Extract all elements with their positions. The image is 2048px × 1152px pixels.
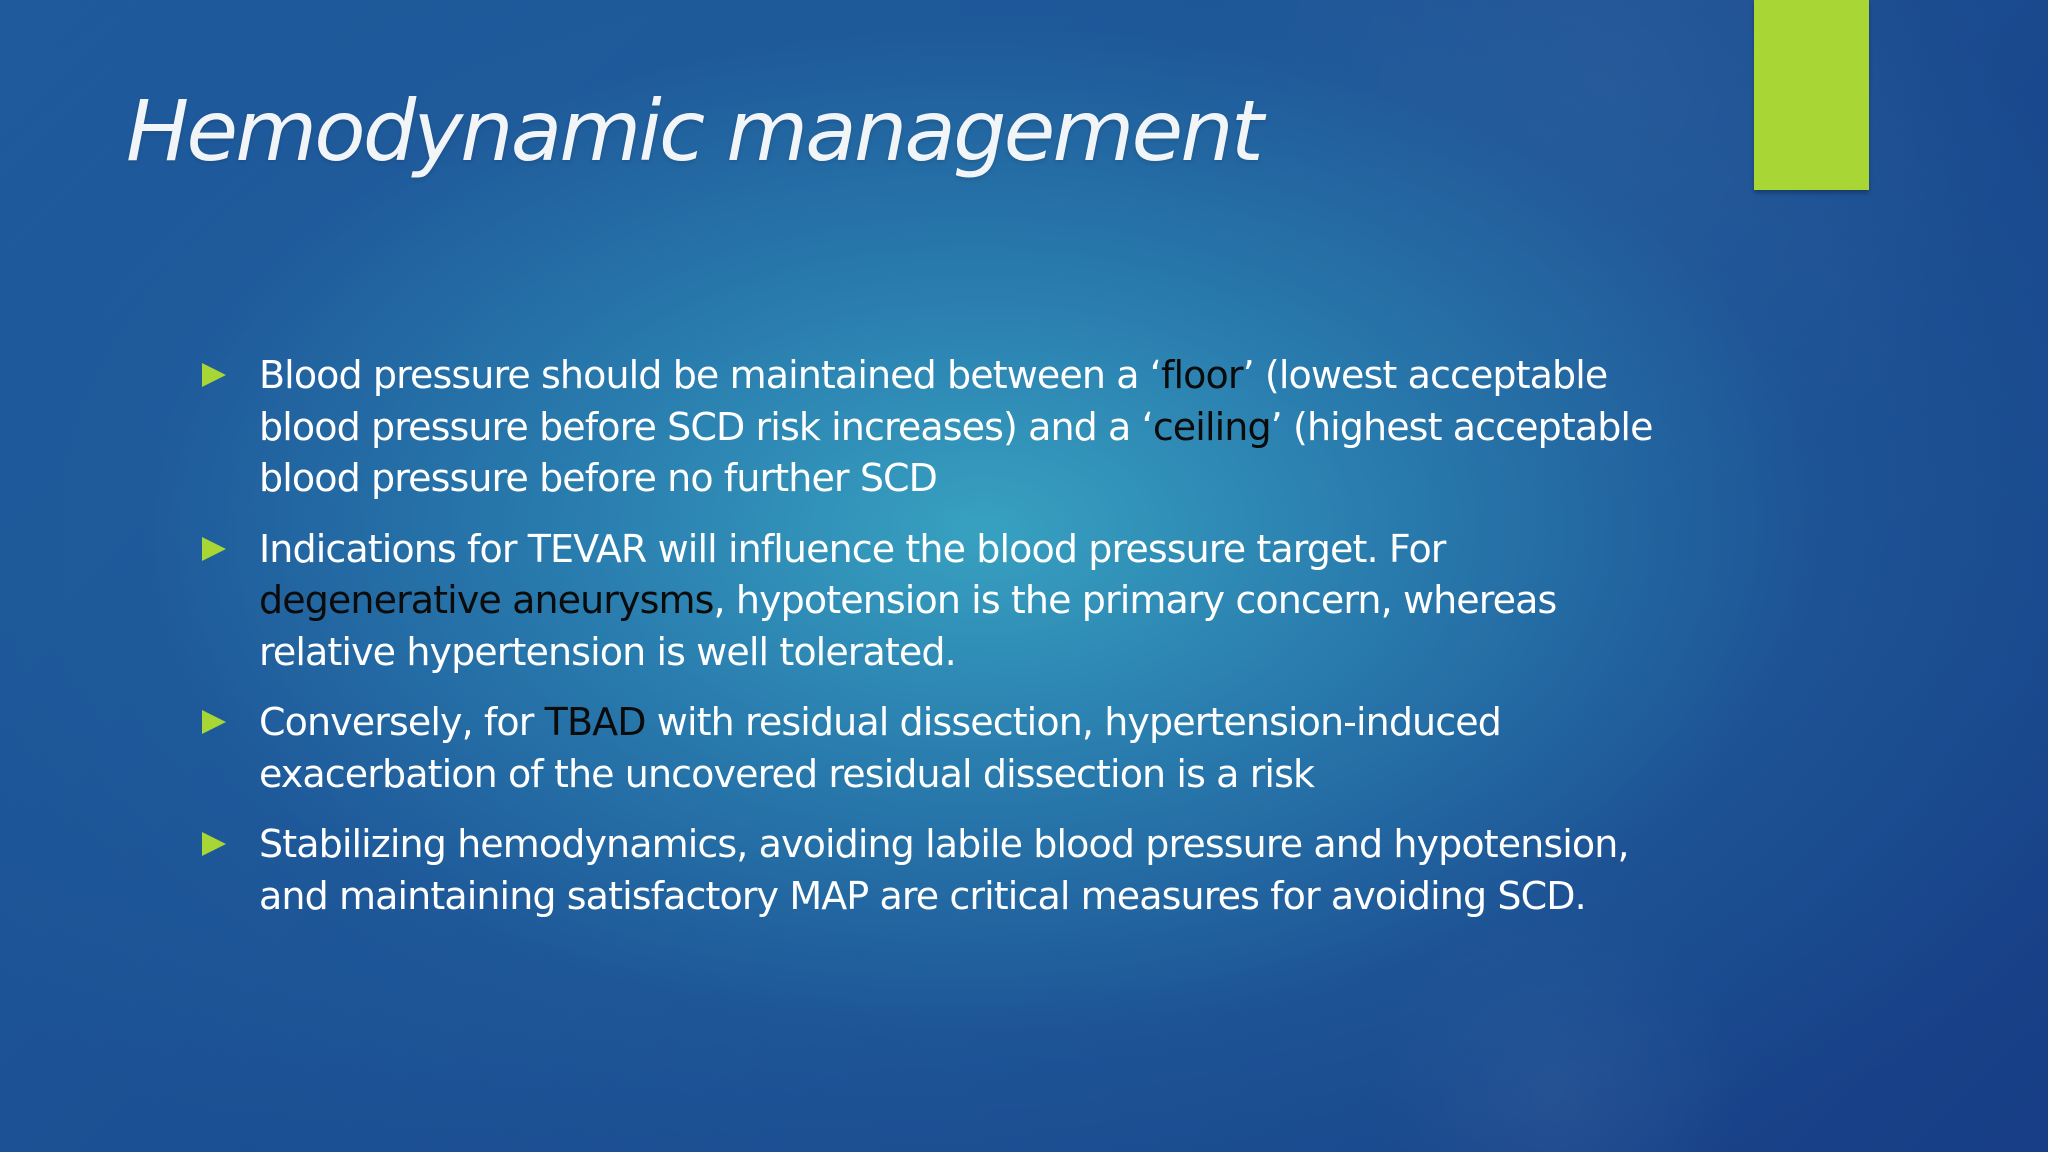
bullet-item	[200, 697, 1680, 800]
bullet-text-segment: , hypotension is the primary concern, whereas relative hypertension is well tolerated.	[259, 578, 1557, 674]
bullet-item	[200, 819, 1680, 922]
triangle-bullet-icon	[202, 710, 226, 734]
term-tbad: TBAD	[544, 700, 646, 744]
triangle-bullet-icon	[202, 832, 226, 856]
bullet-text-segment: with residual dissection, hypertension-induced exacerbation of the uncovered residual dissection is a risk	[259, 700, 1501, 796]
bullet-text-segment: ’ (highest acceptable blood pressure before no further SCD	[259, 404, 1653, 500]
bullet-text-segment: Indications for TEVAR will influence the blood pressure target. For	[259, 526, 1446, 571]
term-floor: floor	[1161, 353, 1243, 397]
accent-bar	[1754, 0, 1869, 190]
bullet-text-segment: Conversely, for	[259, 700, 545, 744]
bullet-text	[259, 350, 1680, 505]
bullet-list	[200, 350, 1680, 941]
bullet-text-segment: Stabilizing hemodynamics, avoiding labile blood pressure and hypotension, and maintaining satisfactory MAP are critical measures for avoiding SCD.	[259, 822, 1629, 918]
term-ceiling: ceiling	[1152, 404, 1271, 449]
term-degenerative-aneurysms: degenerative aneurysms	[259, 578, 714, 622]
bullet-text	[259, 819, 1680, 922]
bullet-item	[200, 350, 1680, 505]
bullet-text-segment: ’ (lowest acceptable blood pressure before SCD risk increases) and a ‘	[259, 353, 1608, 449]
bullet-text-segment: Blood pressure should be maintained between a ‘	[259, 353, 1161, 397]
bullet-item	[200, 524, 1680, 679]
slide-title: Hemodynamic management	[126, 82, 1261, 180]
bullet-text	[259, 697, 1680, 800]
bullet-text	[259, 524, 1680, 679]
triangle-bullet-icon	[202, 537, 226, 561]
triangle-bullet-icon	[202, 363, 226, 387]
